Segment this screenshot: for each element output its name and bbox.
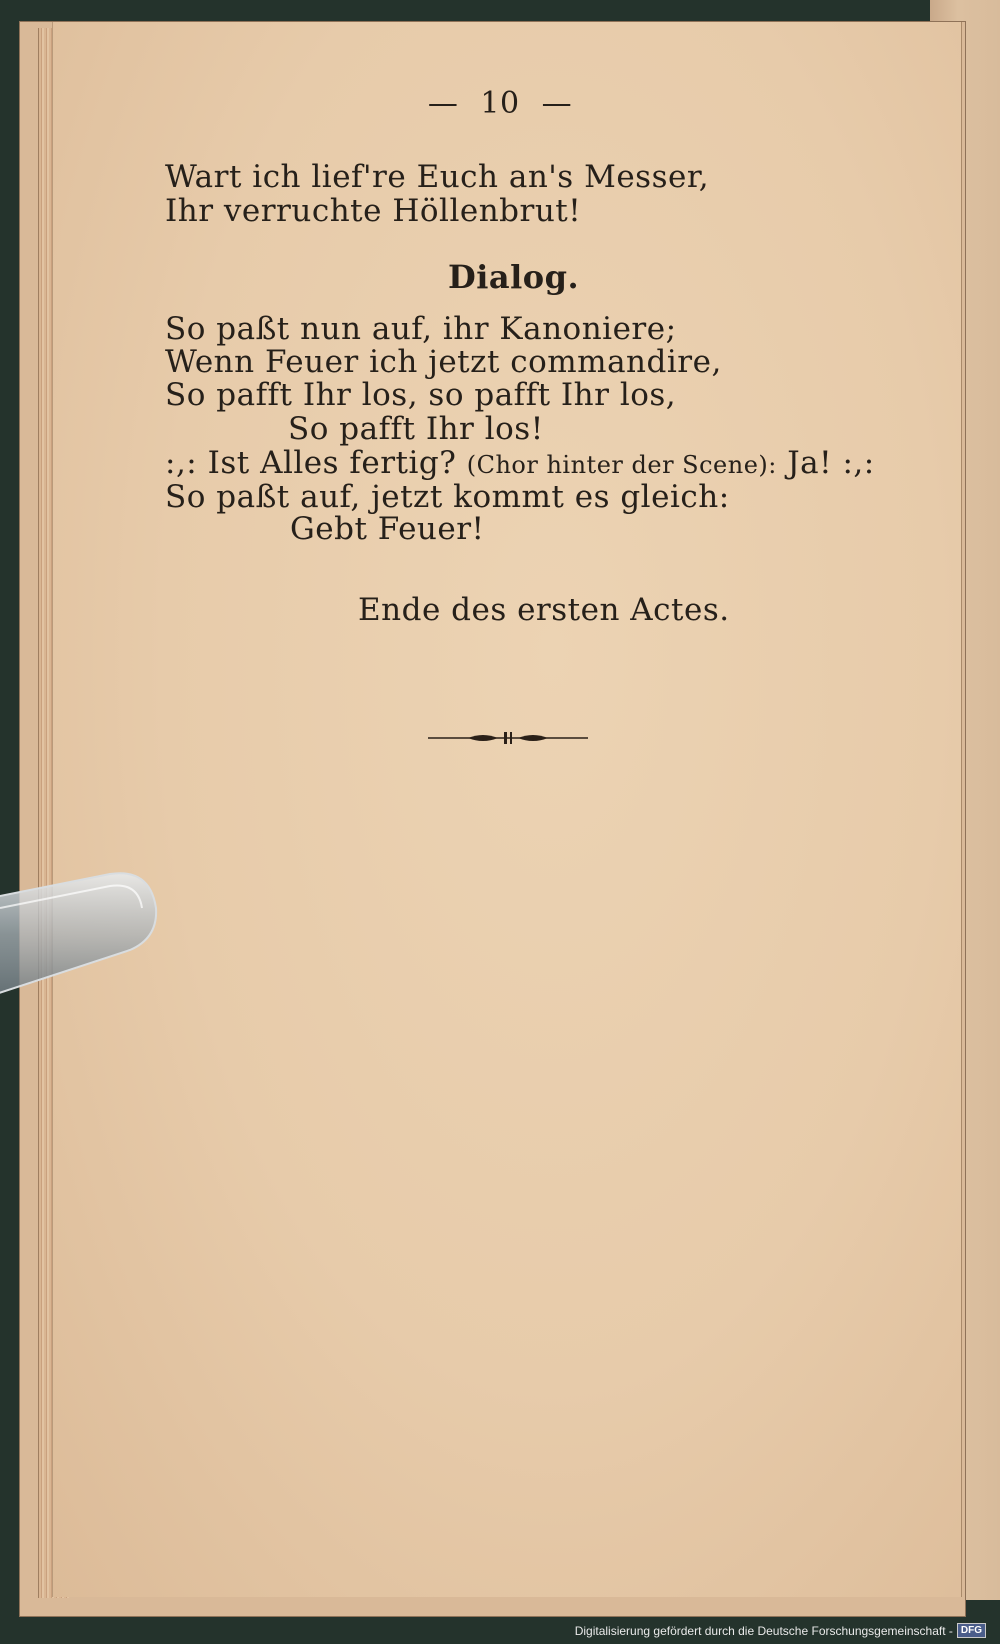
page-number-dash-right: — <box>541 86 573 121</box>
credit-text: Digitalisierung gefördert durch die Deutsche Forschungsgemeinschaft - <box>574 1623 953 1638</box>
dialog-line-indented: So pafft Ihr los! <box>288 411 544 447</box>
page-number-dash-left: — <box>427 86 459 121</box>
digitization-credit <box>575 1623 986 1638</box>
act-end-line: Ende des ersten Actes. <box>358 592 730 628</box>
page-number: 10 <box>480 86 520 121</box>
verse-line: Wart ich lief're Euch an's Messer, <box>165 159 710 195</box>
question-suffix: Ja! :,: <box>787 445 875 481</box>
stage-direction: (Chor hinter der Scene): <box>466 451 777 479</box>
dialog-line: So paßt auf, jetzt kommt es gleich: <box>165 479 730 515</box>
page-number-line <box>0 86 1000 121</box>
section-heading: Dialog. <box>448 258 580 296</box>
dialog-line: So pafft Ihr los, so pafft Ihr los, <box>165 377 677 413</box>
verse-line: Ihr verruchte Höllenbrut! <box>165 193 582 229</box>
dialog-line: So paßt nun auf, ihr Kanoniere; <box>165 311 677 347</box>
ornament-divider <box>428 728 588 748</box>
dialog-question-line <box>165 446 875 482</box>
dfg-logo: DFG <box>957 1623 986 1638</box>
dialog-line: Wenn Feuer ich jetzt commandire, <box>165 344 722 380</box>
dialog-line-indented: Gebt Feuer! <box>290 511 485 547</box>
glass-page-holder <box>0 868 168 998</box>
question-prefix: :,: Ist Alles fertig? <box>165 445 457 481</box>
